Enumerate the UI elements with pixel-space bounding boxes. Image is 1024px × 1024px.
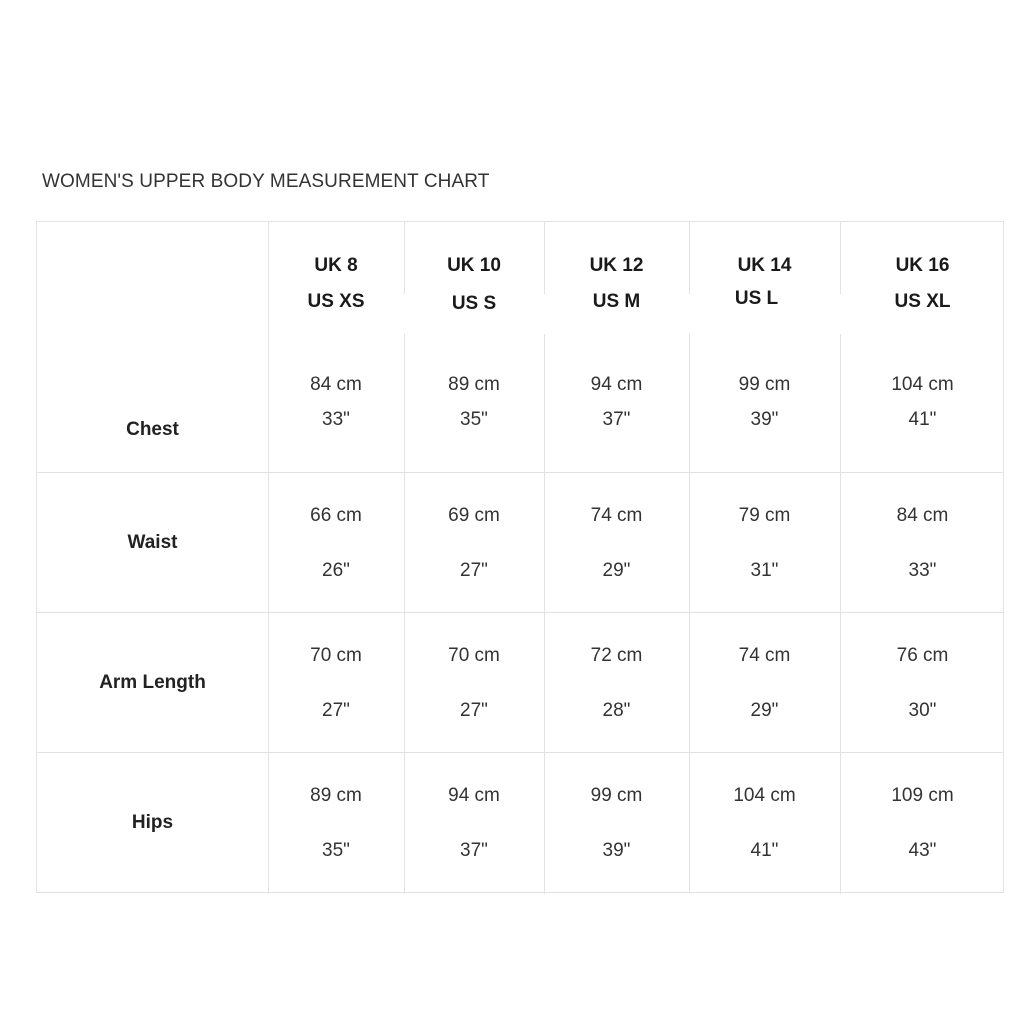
chest-cm-uk8: 84 cm <box>310 374 362 395</box>
arm-in-uk8: 27" <box>322 700 350 721</box>
waist-cm-uk14: 79 cm <box>738 505 791 526</box>
hips-in-uk12: 39" <box>602 840 631 861</box>
size-uk-label: UK 10 <box>447 255 501 276</box>
hips-in-uk16: 43" <box>908 840 937 861</box>
row-label-arm-length: Arm Length <box>99 672 206 693</box>
waist-cm-uk12: 74 cm <box>590 505 643 526</box>
chest-cm-uk16: 104 cm <box>891 374 954 395</box>
hips-in-uk14: 41" <box>750 840 779 861</box>
chest-in-uk8: 33" <box>322 409 350 430</box>
waist-cm-uk10: 69 cm <box>448 505 500 526</box>
arm-cm-uk12: 72 cm <box>590 645 643 666</box>
hips-cm-uk16: 109 cm <box>891 785 954 806</box>
waist-cm-uk16: 84 cm <box>896 505 949 526</box>
hips-cm-uk8: 89 cm <box>310 785 362 806</box>
arm-in-uk14: 29" <box>750 700 779 721</box>
arm-cm-uk16: 76 cm <box>896 645 949 666</box>
row-label-hips: Hips <box>131 812 174 833</box>
waist-in-uk16: 33" <box>908 560 937 581</box>
chart-title: WOMEN'S UPPER BODY MEASUREMENT CHART <box>42 171 490 192</box>
size-us-label: US XL <box>894 291 951 312</box>
size-header-uk10 <box>404 248 544 320</box>
chest-in-uk16: 41" <box>908 409 937 430</box>
size-uk-label: UK 8 <box>314 255 358 276</box>
arm-cm-uk8: 70 cm <box>310 645 362 666</box>
waist-in-uk8: 26" <box>322 560 350 581</box>
size-header-uk8 <box>268 248 404 320</box>
size-us-label: US L <box>734 288 779 309</box>
size-header-uk14 <box>689 248 840 320</box>
row-divider <box>37 752 1003 753</box>
waist-in-uk12: 29" <box>602 560 631 581</box>
hips-cm-uk12: 99 cm <box>590 785 643 806</box>
arm-in-uk16: 30" <box>908 700 937 721</box>
row-divider <box>37 612 1003 613</box>
waist-in-uk10: 27" <box>460 560 488 581</box>
row-label-waist: Waist <box>127 532 178 553</box>
hips-in-uk10: 37" <box>460 840 488 861</box>
size-header-uk12 <box>544 248 689 320</box>
chest-in-uk10: 35" <box>460 409 488 430</box>
size-uk-label: UK 16 <box>895 255 950 276</box>
size-us-label: US M <box>592 291 641 312</box>
chest-in-uk14: 39" <box>750 409 779 430</box>
hips-cm-uk14: 104 cm <box>733 785 796 806</box>
chest-in-uk12: 37" <box>602 409 631 430</box>
size-us-label: US S <box>451 293 497 314</box>
waist-cm-uk8: 66 cm <box>310 505 362 526</box>
chest-cm-uk14: 99 cm <box>738 374 791 395</box>
arm-cm-uk14: 74 cm <box>738 645 791 666</box>
size-uk-label: UK 14 <box>737 255 792 276</box>
chest-cm-uk10: 89 cm <box>448 374 500 395</box>
chest-cm-uk12: 94 cm <box>590 374 643 395</box>
hips-cm-uk10: 94 cm <box>448 785 500 806</box>
size-us-label: US XS <box>307 291 365 312</box>
arm-in-uk12: 28" <box>602 700 631 721</box>
arm-cm-uk10: 70 cm <box>448 645 500 666</box>
row-divider <box>37 472 1003 473</box>
row-label-chest: Chest <box>126 419 179 440</box>
measurement-table <box>36 221 1004 893</box>
waist-in-uk14: 31" <box>750 560 779 581</box>
arm-in-uk10: 27" <box>460 700 488 721</box>
size-uk-label: UK 12 <box>589 255 644 276</box>
size-header-uk16 <box>840 248 1005 320</box>
hips-in-uk8: 35" <box>322 840 350 861</box>
